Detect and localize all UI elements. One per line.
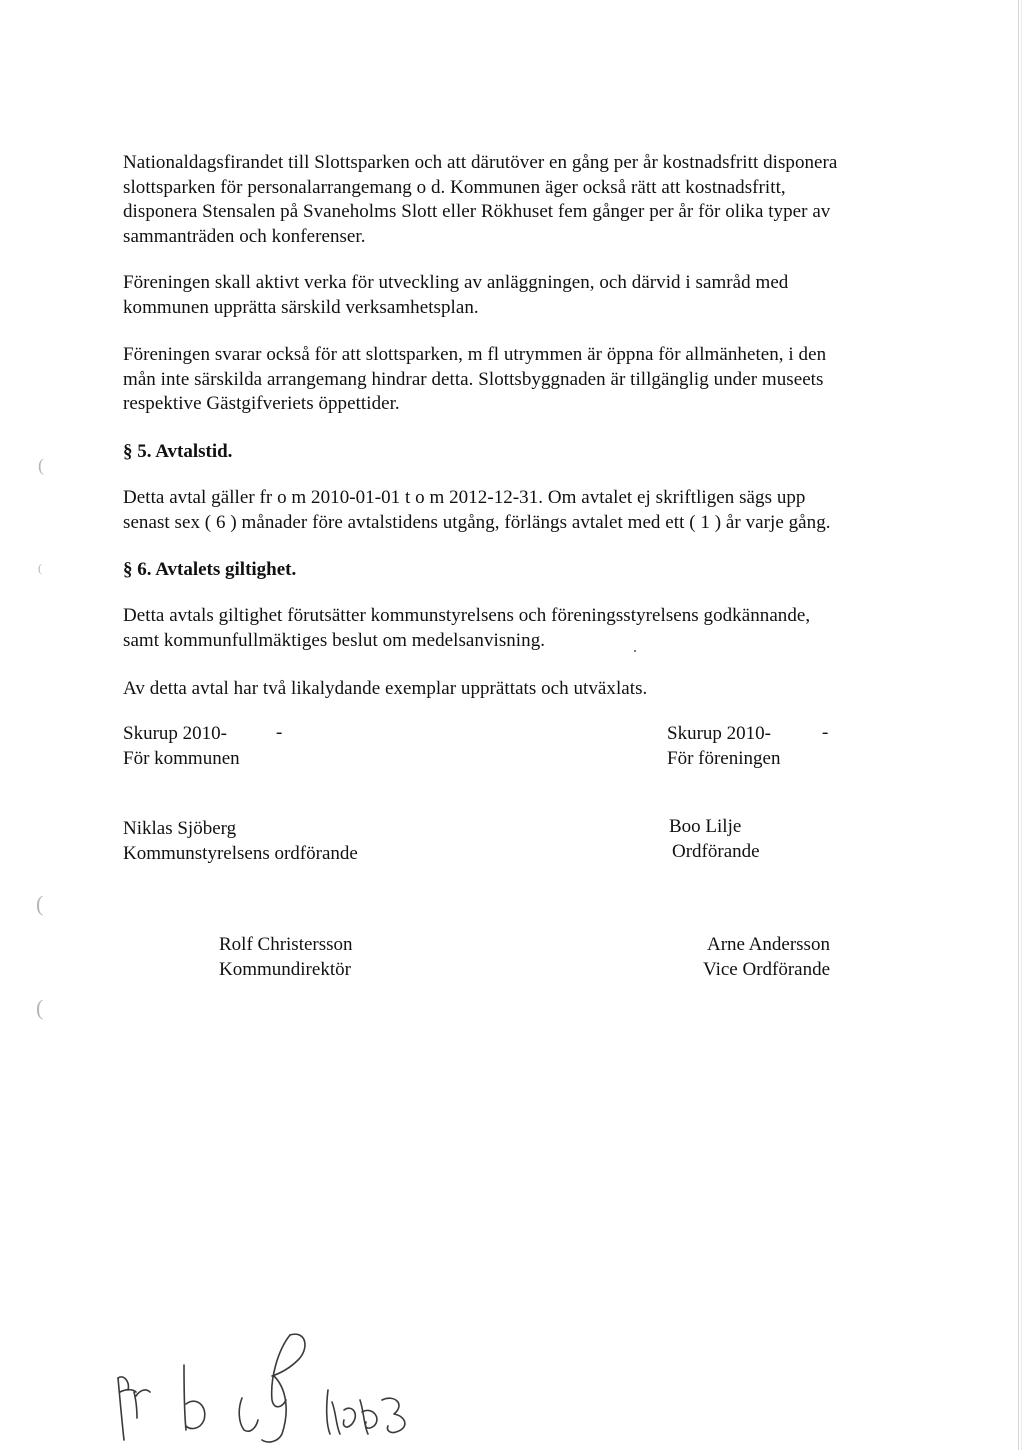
text-line: samt kommunfullmäktiges beslut om medelsanvisning. bbox=[123, 629, 546, 651]
section-heading-5: § 5. Avtalstid. bbox=[123, 441, 233, 462]
text-line: kommunen upprätta särskild verksamhetsplan. bbox=[123, 296, 479, 318]
text-line: mån inte särskilda arrangemang hindrar detta. Slottsbyggnaden är tillgänglig under museets bbox=[123, 368, 824, 390]
text-line: Detta avtal gäller fr o m 2010-01-01 t o m 2012-12-31. Om avtalet ej skriftligen sägs upp bbox=[123, 487, 806, 508]
signer-rolf-christersson bbox=[219, 933, 353, 982]
scan-edge-line bbox=[1018, 0, 1019, 1450]
section-heading-6: § 6. Avtalets giltighet. bbox=[123, 559, 297, 580]
text-line: Av detta avtal har två likalydande exemplar upprättats och utväxlats. bbox=[123, 678, 648, 699]
signer-boo-lilje bbox=[669, 815, 760, 864]
text-line: sammanträden och konferenser. bbox=[123, 225, 366, 247]
paragraph-public-access bbox=[123, 343, 903, 417]
text-line: senast sex ( 6 ) månader före avtalstidens utgång, förlängs avtalet med ett ( 1 ) år varje gång. bbox=[123, 511, 831, 533]
text-line: Nationaldagsfirandet till Slottsparken och att därutöver en gång per år kostnadsfritt disponera bbox=[123, 152, 838, 173]
text-line: Föreningen skall aktivt verka för utveckling av anläggningen, och därvid i samråd med bbox=[123, 272, 789, 293]
signer-name: Niklas Sjöberg bbox=[123, 818, 237, 839]
text-line: slottsparken för personalarrangemang o d. Kommunen äger också rätt att kostnadsfritt, bbox=[123, 176, 786, 198]
signer-title: Kommunstyrelsens ordförande bbox=[123, 842, 358, 864]
scan-edge-line-secondary bbox=[1021, 0, 1022, 1450]
paragraph-copies bbox=[123, 677, 903, 702]
signer-niklas-sjoberg bbox=[123, 817, 358, 866]
scan-artifact-mark: ( bbox=[38, 561, 42, 575]
text-line: respektive Gästgifveriets öppettider. bbox=[123, 393, 400, 414]
signer-title: Vice Ordförande bbox=[703, 958, 831, 980]
signer-name: Rolf Christersson bbox=[219, 934, 353, 955]
scan-artifact-mark: ( bbox=[36, 891, 44, 916]
date-dash: - bbox=[822, 722, 829, 743]
signature-party: För kommunen bbox=[123, 747, 240, 769]
handwritten-initials bbox=[110, 1330, 440, 1445]
signer-name: Arne Andersson bbox=[707, 934, 830, 955]
signer-title: Kommundirektör bbox=[219, 958, 351, 980]
paragraph-agreement-period bbox=[123, 486, 903, 535]
paragraph-disposal-rights bbox=[123, 151, 903, 249]
paragraph-validity bbox=[123, 604, 903, 653]
signer-name: Boo Lilje bbox=[669, 816, 742, 837]
signer-arne-andersson bbox=[703, 933, 830, 982]
signature-place-date: Skurup 2010- bbox=[667, 723, 771, 744]
scan-artifact-mark: ( bbox=[36, 995, 44, 1020]
text-line: Detta avtals giltighet förutsätter kommunstyrelsens och föreningsstyrelsens godkännande, bbox=[123, 605, 811, 626]
date-dash: - bbox=[276, 722, 283, 743]
scan-speck bbox=[634, 650, 636, 652]
signature-block-municipality bbox=[123, 722, 240, 771]
signature-party: För föreningen bbox=[667, 747, 781, 769]
text-line: Föreningen svarar också för att slottsparken, m fl utrymmen är öppna för allmänheten, i den bbox=[123, 344, 827, 365]
signer-title: Ordförande bbox=[672, 840, 760, 862]
text-line: disponera Stensalen på Svaneholms Slott eller Rökhuset fem gånger per år för olika typer av bbox=[123, 201, 831, 222]
signature-block-association bbox=[667, 722, 780, 771]
paragraph-development bbox=[123, 271, 903, 320]
signature-place-date: Skurup 2010- bbox=[123, 723, 227, 744]
scan-artifact-mark: ( bbox=[38, 455, 44, 475]
